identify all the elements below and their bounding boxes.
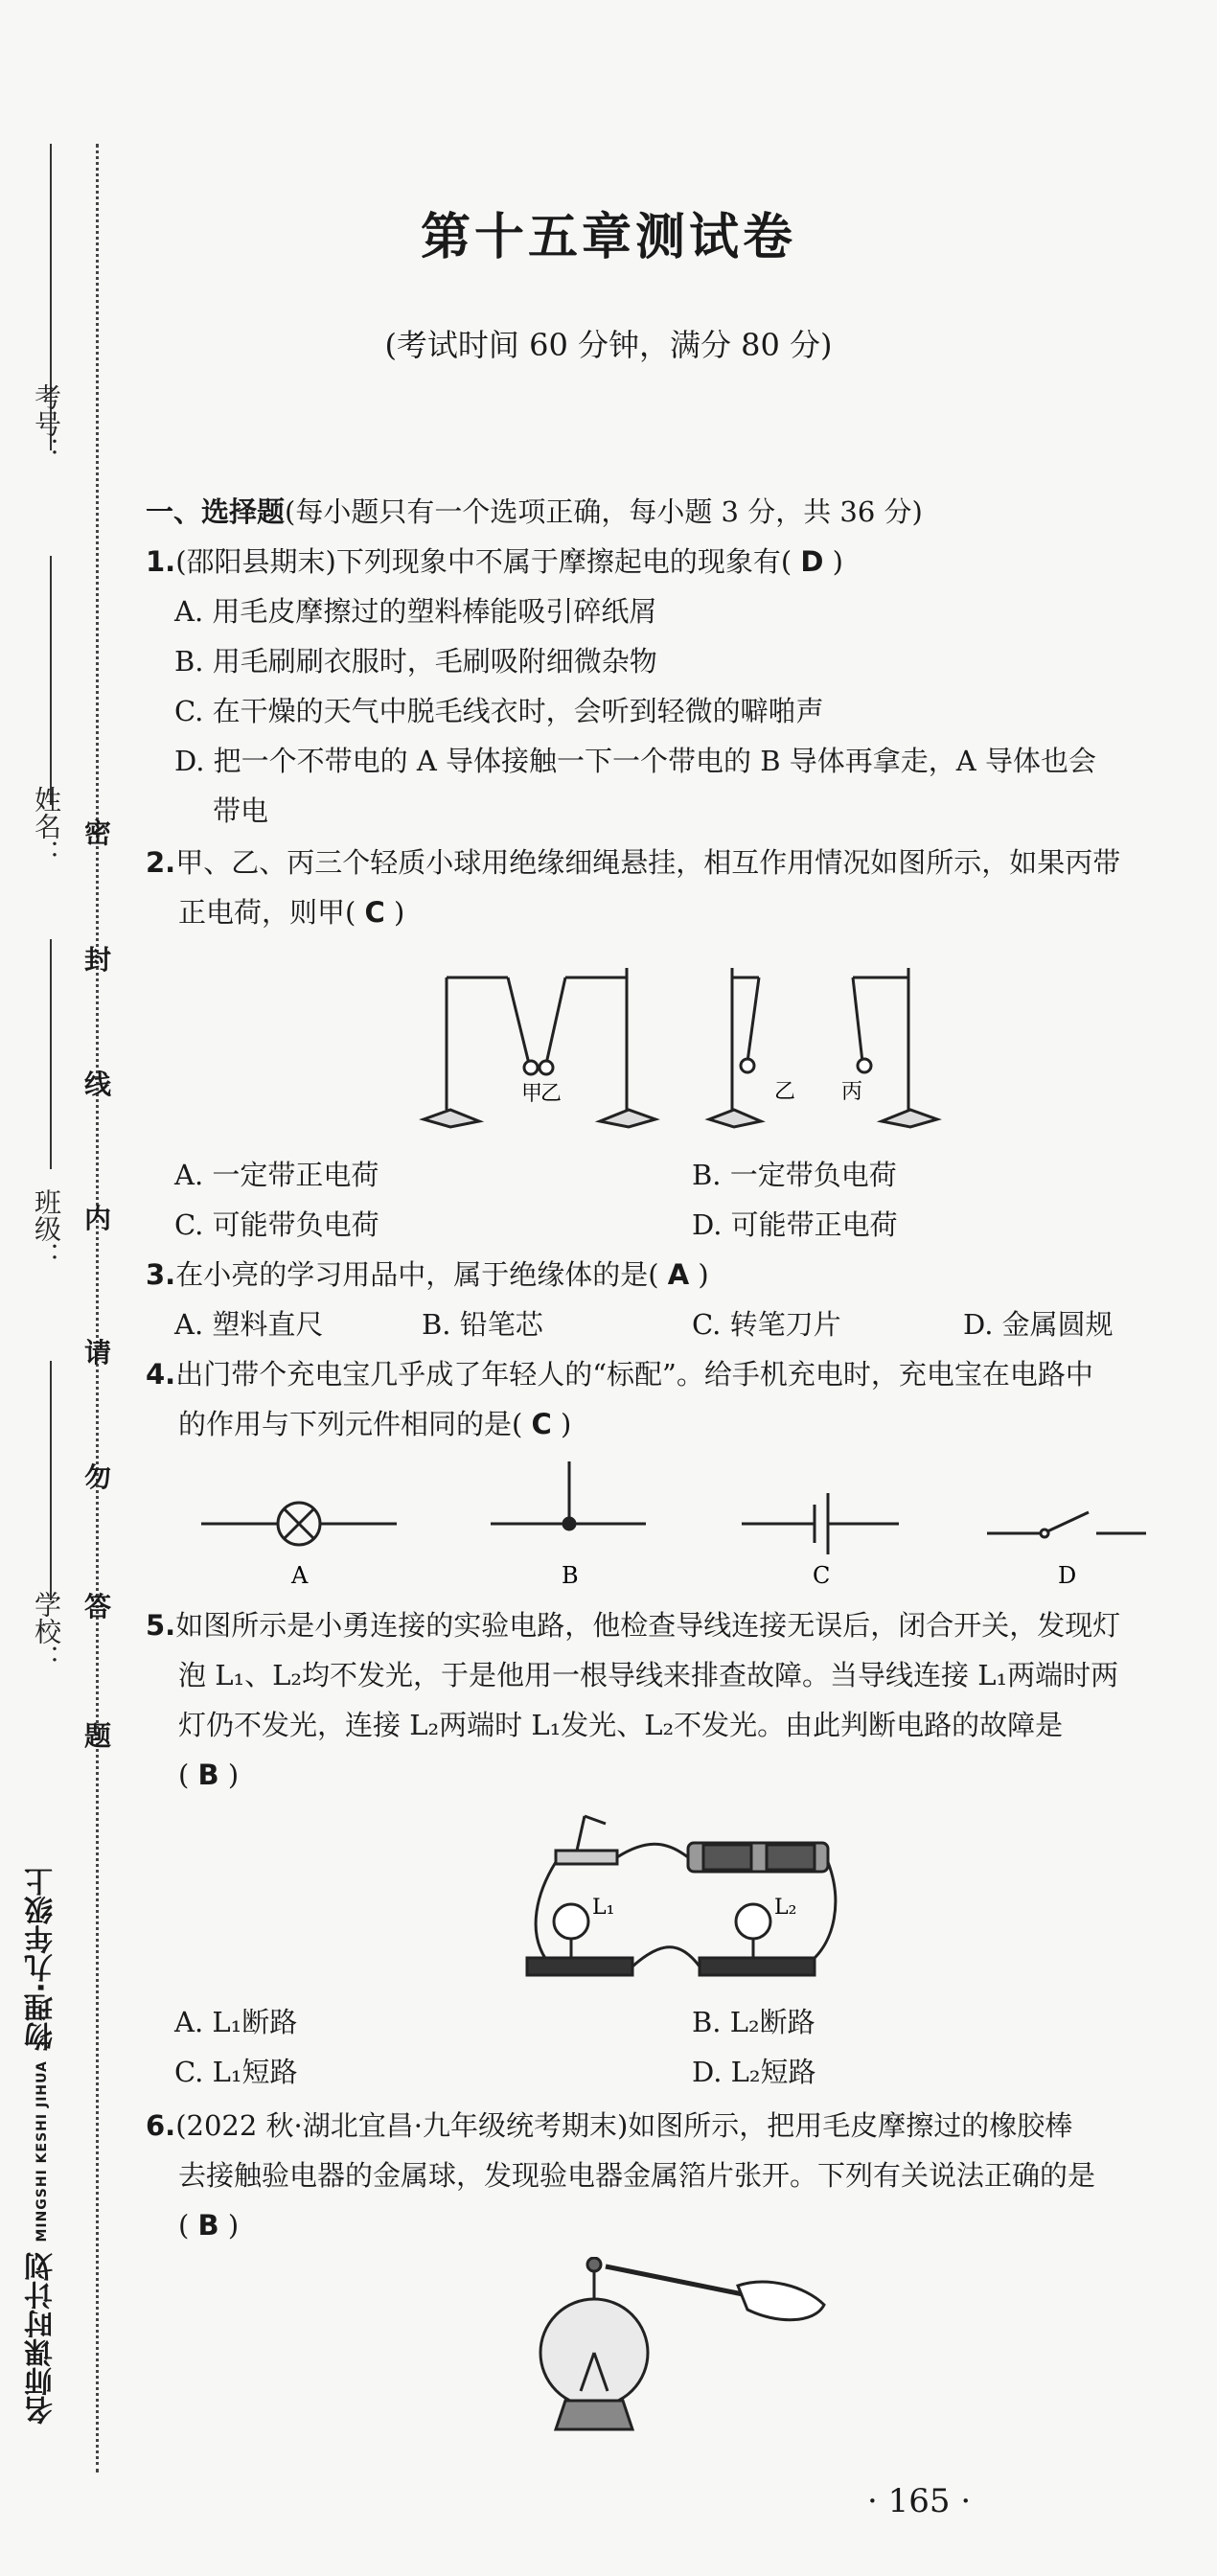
q5-answer-line: ( B ) <box>178 1759 240 1791</box>
q2-option-c: C. 可能带负电荷 <box>174 1208 379 1241</box>
fig-label-yi: 乙 <box>540 1082 563 1106</box>
section-title: 一、选择题 <box>146 495 286 528</box>
q3-number: 3. <box>146 1258 176 1291</box>
q2-figure-suspended-balls <box>412 949 949 1140</box>
q1-source: (邵阳县期末) <box>175 545 336 578</box>
page-title: 第十五章测试卷 <box>420 208 796 266</box>
seal-char: 封 <box>84 944 112 976</box>
q6-stem-1 <box>146 2106 1072 2145</box>
q4-figure-circuit-symbols <box>192 1457 1150 1591</box>
q4-text-cont: 的作用与下列元件相同的是( <box>178 1408 523 1440</box>
q2-stem-1 <box>146 843 1120 882</box>
q1-option-b: B. 用毛刷刷衣服时，毛刷吸附细微杂物 <box>174 645 657 678</box>
q5-figure-circuit <box>517 1806 843 1989</box>
name-label: 姓名： <box>31 786 62 866</box>
q2-stem-2: 正电荷，则甲( C ) <box>178 896 405 929</box>
q2-option-b: B. 一定带负电荷 <box>692 1159 897 1191</box>
fig-label-bing: 丙 <box>841 1080 863 1104</box>
q1-text: 下列现象中不属于摩擦起电的现象有( <box>335 545 792 578</box>
q3-text: 在小亮的学习用品中，属于绝缘体的是( <box>175 1258 659 1291</box>
seal-char: 题 <box>84 1720 112 1752</box>
q3-answer: A <box>667 1258 690 1291</box>
q4-stem-1 <box>146 1355 1093 1393</box>
q1-option-a: A. 用毛皮摩擦过的塑料棒能吸引碎纸屑 <box>174 595 657 628</box>
q3-option-c: C. 转笔刀片 <box>692 1308 841 1341</box>
symbol-label-b: B <box>562 1562 579 1589</box>
seal-char: 请 <box>84 1337 112 1368</box>
exam-info: (考试时间 60 分钟，满分 80 分) <box>384 327 833 363</box>
q1-answer: D <box>800 545 824 578</box>
q2-answer: C <box>364 896 385 929</box>
q1-option-d-cont: 带电 <box>213 794 269 827</box>
seal-char: 勿 <box>84 1461 112 1493</box>
q1-number: 1. <box>146 545 176 578</box>
q6-text: (2022 秋·湖北宜昌·九年级统考期末)如图所示，把用毛皮摩擦过的橡胶棒 <box>175 2109 1073 2142</box>
brand-pinyin: MINGSHI KESHI JIHUA <box>34 2060 50 2242</box>
q5-option-c: C. L₁短路 <box>174 2056 298 2088</box>
q4-answer: C <box>531 1408 552 1440</box>
q5-answer: B <box>197 1759 219 1791</box>
q3-option-b: B. 铅笔芯 <box>422 1308 543 1341</box>
q5-option-d: D. L₂短路 <box>692 2056 816 2088</box>
q4-stem-2: 的作用与下列元件相同的是( C ) <box>178 1408 572 1440</box>
class-line <box>50 939 52 1169</box>
fig-label-yi-2: 乙 <box>774 1080 796 1104</box>
q6-stem-2: 去接触验电器的金属球，发现验电器金属箔片张开。下列有关说法正确的是 <box>178 2159 1096 2192</box>
q4-number: 4. <box>146 1358 176 1391</box>
class-label: 班级： <box>31 1188 62 1269</box>
q6-answer-line: ( B ) <box>178 2209 240 2242</box>
seal-char: 密 <box>84 817 112 849</box>
seal-char: 答 <box>84 1591 112 1622</box>
seal-char: 线 <box>84 1069 112 1100</box>
q2-option-a: A. 一定带正电荷 <box>174 1159 379 1191</box>
school-label: 学校： <box>31 1591 62 1671</box>
section-note: (每小题只有一个选项正确，每小题 3 分，共 36 分) <box>285 495 923 528</box>
brand-strip <box>21 1850 67 2444</box>
lamp-label-l2: L₂ <box>774 1896 797 1920</box>
school-line <box>50 1361 52 1600</box>
q5-stem-2: 泡 L₁、L₂均不发光，于是他用一根导线来排查故障。当导线连接 L₁两端时两 <box>178 1659 1119 1691</box>
q5-option-a: A. L₁断路 <box>174 2006 298 2038</box>
symbol-label-c: C <box>813 1562 831 1589</box>
q5-text: 如图所示是小勇连接的实验电路，他检查导线连接无误后，闭合开关，发现灯 <box>175 1609 1121 1642</box>
fig-label-jia: 甲 <box>521 1082 543 1106</box>
name-line <box>50 556 52 805</box>
q6-figure-electroscope <box>537 2257 843 2449</box>
q1-option-d: D. 把一个不带电的 A 导体接触一下一个带电的 B 导体再拿走，A 导体也会 <box>174 745 1096 777</box>
seal-char: 内 <box>84 1203 112 1234</box>
symbol-label-a: A <box>291 1562 309 1589</box>
q1-stem: 1.(邵阳县期末)下列现象中不属于摩擦起电的现象有( D ) <box>146 545 844 578</box>
q5-number: 5. <box>146 1609 176 1642</box>
q6-number: 6. <box>146 2109 176 2142</box>
q5-option-b: B. L₂断路 <box>692 2006 815 2038</box>
q2-number: 2. <box>146 846 176 879</box>
symbol-label-d: D <box>1058 1562 1077 1589</box>
exam-no-label: 考号： <box>31 383 62 464</box>
q5-stem-1 <box>146 1606 1120 1644</box>
brand-name: 名师课时计划 <box>25 2252 58 2425</box>
q1-option-c: C. 在干燥的天气中脱毛线衣时，会听到轻微的噼啪声 <box>174 695 824 727</box>
q5-stem-3: 灯仍不发光，连接 L₂两端时 L₁发光、L₂不发光。由此判断电路的故障是 <box>178 1709 1064 1741</box>
lamp-label-l1: L₁ <box>592 1896 615 1920</box>
q4-text: 出门带个充电宝几乎成了年轻人的“标配”。给手机充电时，充电宝在电路中 <box>175 1358 1093 1391</box>
q2-text-cont: 正电荷，则甲( <box>178 896 356 929</box>
section-heading <box>146 493 923 531</box>
q6-answer: B <box>197 2209 219 2242</box>
page-number: · 165 · <box>867 2482 972 2520</box>
q3-option-d: D. 金属圆规 <box>963 1308 1114 1341</box>
seal-dotted-line <box>96 144 99 2472</box>
q2-text: 甲、乙、丙三个轻质小球用绝缘细绳悬挂，相互作用情况如图所示，如果丙带 <box>175 846 1121 879</box>
brand-text <box>21 1850 63 2425</box>
q3-option-a: A. 塑料直尺 <box>174 1308 324 1341</box>
q3-stem: 3.在小亮的学习用品中，属于绝缘体的是( A ) <box>146 1258 709 1291</box>
q2-option-d: D. 可能带正电荷 <box>692 1208 898 1241</box>
brand-subject: 物理·九年级上 <box>25 1867 58 2051</box>
